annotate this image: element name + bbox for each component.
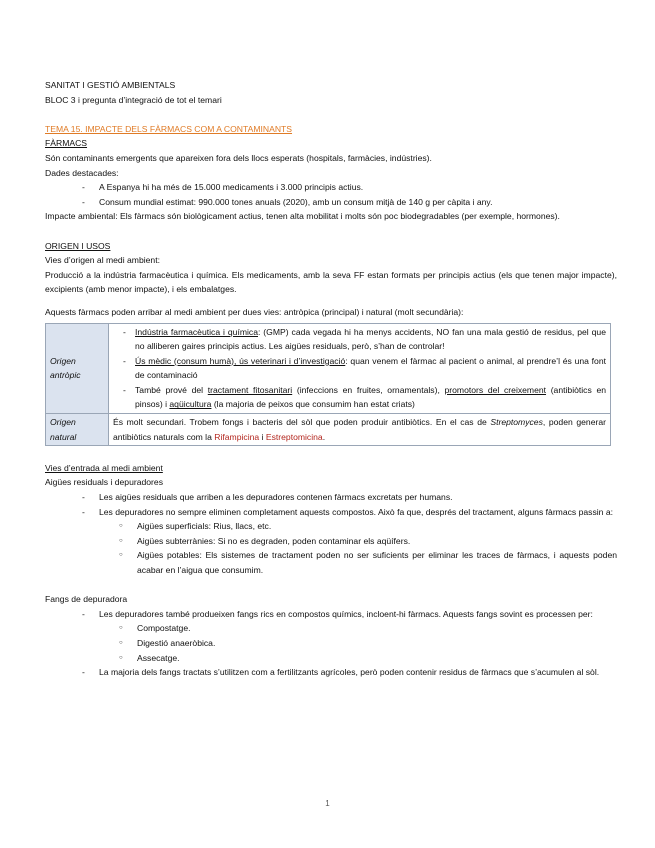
sludge-heading: Fangs de depuradora [45, 594, 128, 605]
list-item: - Ús mèdic (consum humà), ús veterinari i d’investigació: quan venem el fàrmac al pacient o animal, al prendre’l és una font de contaminació [123, 354, 606, 383]
document-page [45, 78, 617, 680]
list-item: ○ Assecatge. [119, 651, 617, 666]
process-list [99, 621, 617, 665]
data-heading: Dades destacades: [45, 167, 119, 178]
list-item: ○ Aigües potables: Els sistemes de tractament poden no ser suficients per eliminar les traces de fàrmacs, i aquests poden acabar en l’aigua que consumim. [119, 548, 617, 577]
label-cell: Origen natural [46, 414, 109, 446]
impact-text: Impacte ambiental: Els fàrmacs són biològicament actius, tenen alta mobilitat i molts són poc biodegradables (per exemple, hormones). [45, 211, 560, 222]
list-item: - Indústria farmacèutica i química: (GMP) cada vegada hi ha menys accidents, NO fan una mala gestió de residus, pel que no alliberen gaires principis actius. Les aigües residuals, però, s’han de controlar! [123, 325, 606, 354]
production-text: Producció a la indústria farmacèutica i química. Els medicaments, amb la seva FF estan formats per principis actius (els que tenen major impacte), excipients (amb menor impacte), i els embalatges. [45, 269, 617, 295]
waters-list [99, 519, 617, 577]
routes-intro: Aquests fàrmacs poden arribar al medi ambient per dues vies: antròpica (principal) i natural (molt secundària): [45, 306, 464, 317]
list-item: - Les aigües residuals que arriben a les depuradores contenen fàrmacs excretats per humans. [82, 490, 617, 505]
entry-list [45, 490, 617, 578]
course-subtitle: BLOC 3 i pregunta d’integració de tot el temari [45, 94, 222, 105]
page-number: 1 [325, 799, 330, 808]
topic-title: TEMA 15. IMPACTE DELS FÀRMACS COM A CONTAMINANTS [45, 123, 293, 134]
data-list [45, 180, 617, 209]
list-item: ○ Digestió anaeròbica. [119, 636, 617, 651]
section-heading-entrada: Vies d’entrada al medi ambient [45, 462, 163, 473]
table-row [46, 414, 611, 446]
table-row [46, 323, 611, 414]
list-item: - Les depuradores no sempre eliminen completament aquests compostos. Això fa que, després del tractament, alguns fàrmacs passin a: ○ Aigües superficials: Rius, llacs, etc. ○ Aigües subterrànies: Si no es degraden, poden contaminar els aqüífers. ○ Aigües potables: Els sistemes de tractament poden no ser suficients per eliminar les traces de fàrmacs, i aquests poden acabar en l’aigua que consumim. [82, 505, 617, 578]
section-heading-farmacs: FÀRMACS [45, 138, 88, 149]
list-item: - També prové del tractament fitosanitari (infeccions en fruites, ornamentals), promotors del creixement (antibiòtics en pinsos) i aqüicultura (la majoria de peixos que consumim han estat criats) [123, 383, 606, 412]
list-item: ○ Compostatge. [119, 621, 617, 636]
sludge-list [45, 607, 617, 680]
course-title: SANITAT I GESTIÓ AMBIENTALS [45, 80, 176, 90]
list-item: - A Espanya hi ha més de 15.000 medicaments i 3.000 principis actius. [82, 180, 617, 195]
origin-subheading: Vies d’origen al medi ambient: [45, 255, 160, 266]
list-item: - Consum mundial estimat: 990.000 tones anuals (2020), amb un consum mitjà de 140 g per càpita i any. [82, 195, 617, 210]
list-item: ○ Aigües superficials: Rius, llacs, etc. [119, 519, 617, 534]
list-item: - Les depuradores també produeixen fangs rics en compostos químics, incloent-hi fàrmacs. Aquests fangs sovint es processen per: ○ Compostatge. ○ Digestió anaeròbica. ○ Assecatge. [82, 607, 617, 665]
label-cell: Origen antròpic [46, 323, 109, 414]
list-item: ○ Aigües subterrànies: Si no es degraden, poden contaminar els aqüífers. [119, 534, 617, 549]
intro-text: Són contaminants emergents que apareixen fora dels llocs esperats (hospitals, farmàcies, indústries). [45, 152, 432, 163]
section-heading-origen: ORIGEN I USOS [45, 240, 111, 251]
list-item: - La majoria dels fangs tractats s’utilitzen com a fertilitzants agrícoles, però poden contenir residus de fàrmacs que s’acumulen al sòl. [82, 665, 617, 680]
anthropic-cell [109, 323, 611, 414]
origin-table [45, 323, 611, 447]
natural-cell: És molt secundari. Trobem fongs i bacteris del sòl que poden produir antibiòtics. En el cas de Streptomyces, poden generar antibiòtics naturals com la Rifampicina i Estreptomicina. [109, 414, 611, 446]
entry-subheading: Aigües residuals i depuradores [45, 477, 163, 488]
